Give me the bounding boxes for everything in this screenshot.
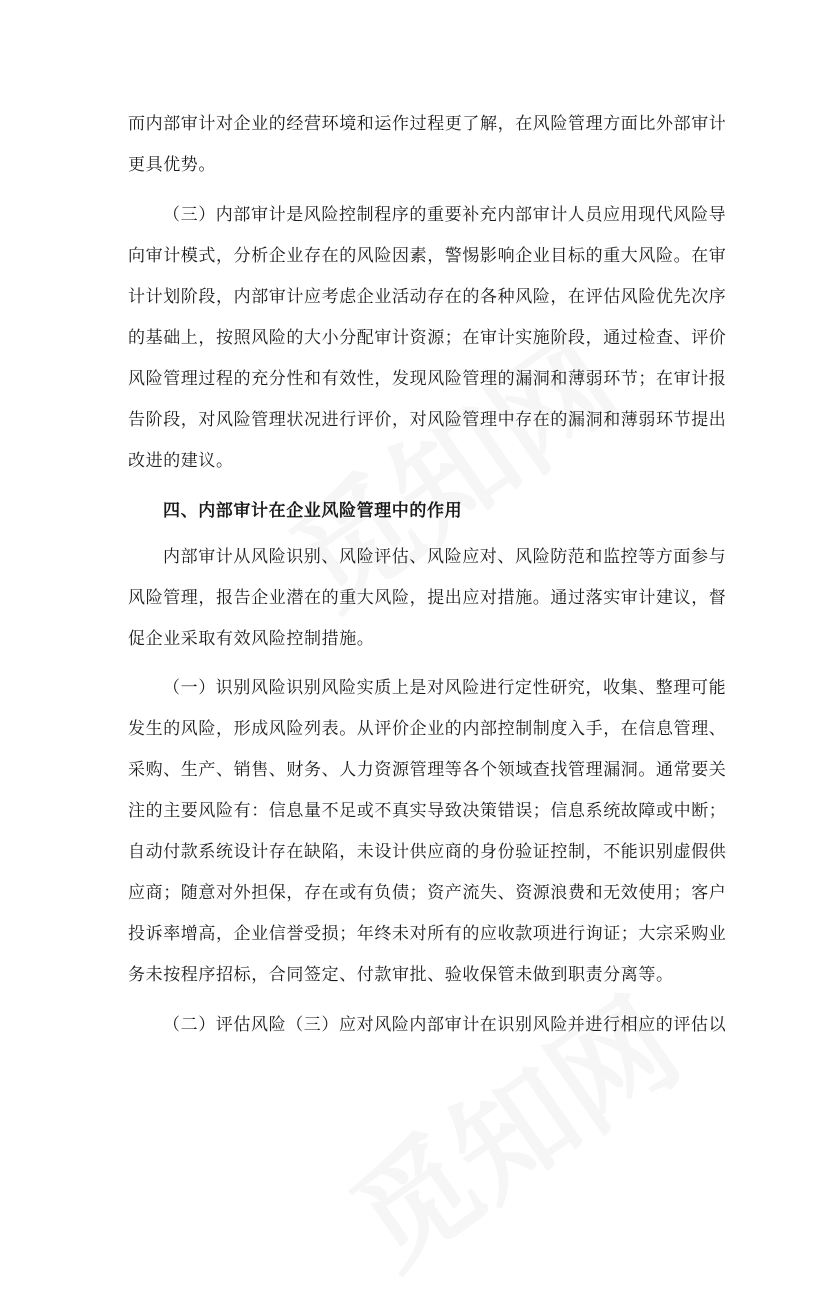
paragraph-line: 投诉率增高，企业信誉受损；年终未对所有的应收款项进行询证；大宗采购业 [128, 924, 727, 944]
paragraph-line: 向审计模式，分析企业存在的风险因素，警惕影响企业目标的重大风险。在审 [128, 246, 727, 266]
paragraph-line: 采购、生产、销售、财务、人力资源管理等各个领域查找管理漏洞。通常要关 [128, 760, 727, 780]
paragraph-line: （一）识别风险识别风险实质上是对风险进行定性研究，收集、整理可能 [163, 678, 727, 698]
paragraph-line: 促企业采取有效风险控制措施。 [128, 629, 375, 649]
paragraph-line: 注的主要风险有：信息量不足或不真实导致决策错误；信息系统故障或中断； [128, 801, 727, 821]
paragraph-line: 而内部审计对企业的经营环境和运作过程更了解，在风险管理方面比外部审计 [128, 114, 727, 134]
paragraph-line: 风险管理过程的充分性和有效性，发现风险管理的漏洞和薄弱环节；在审计报 [128, 369, 727, 389]
watermark [313, 952, 707, 1299]
paragraph-line: 的基础上，按照风险的大小分配审计资源；在审计实施阶段，通过检查、评价 [128, 328, 727, 348]
paragraph-line: 务未按程序招标，合同签定、付款审批、验收保管未做到职责分离等。 [128, 965, 674, 985]
paragraph-line: 应商；随意对外担保，存在或有负债；资产流失、资源浪费和无效使用；客户 [128, 883, 727, 903]
section-heading: 四、内部审计在企业风险管理中的作用 [163, 501, 463, 521]
paragraph-line: 告阶段，对风险管理状况进行评价，对风险管理中存在的漏洞和薄弱环节提出 [128, 410, 727, 430]
paragraph-line: 更具优势。 [128, 155, 216, 175]
paragraph-line: （二）评估风险（三）应对风险内部审计在识别风险并进行相应的评估以 [163, 1015, 727, 1035]
paragraph-line: 内部审计从风险识别、风险评估、风险应对、风险防范和监控等方面参与 [163, 547, 727, 567]
paragraph-line: （三）内部审计是风险控制程序的重要补充内部审计人员应用现代风险导 [163, 205, 727, 225]
paragraph-line: 自动付款系统设计存在缺陷，未设计供应商的身份验证控制，不能识别虚假供 [128, 842, 727, 862]
paragraph-line: 风险管理，报告企业潜在的重大风险，提出应对措施。通过落实审计建议，督 [128, 588, 727, 608]
paragraph-line: 发生的风险，形成风险列表。从评价企业的内部控制制度入手，在信息管理、 [128, 719, 727, 739]
paragraph-line: 改进的建议。 [128, 451, 234, 471]
paragraph-line: 计计划阶段，内部审计应考虑企业活动存在的各种风险，在评估风险优先次序 [128, 287, 727, 307]
